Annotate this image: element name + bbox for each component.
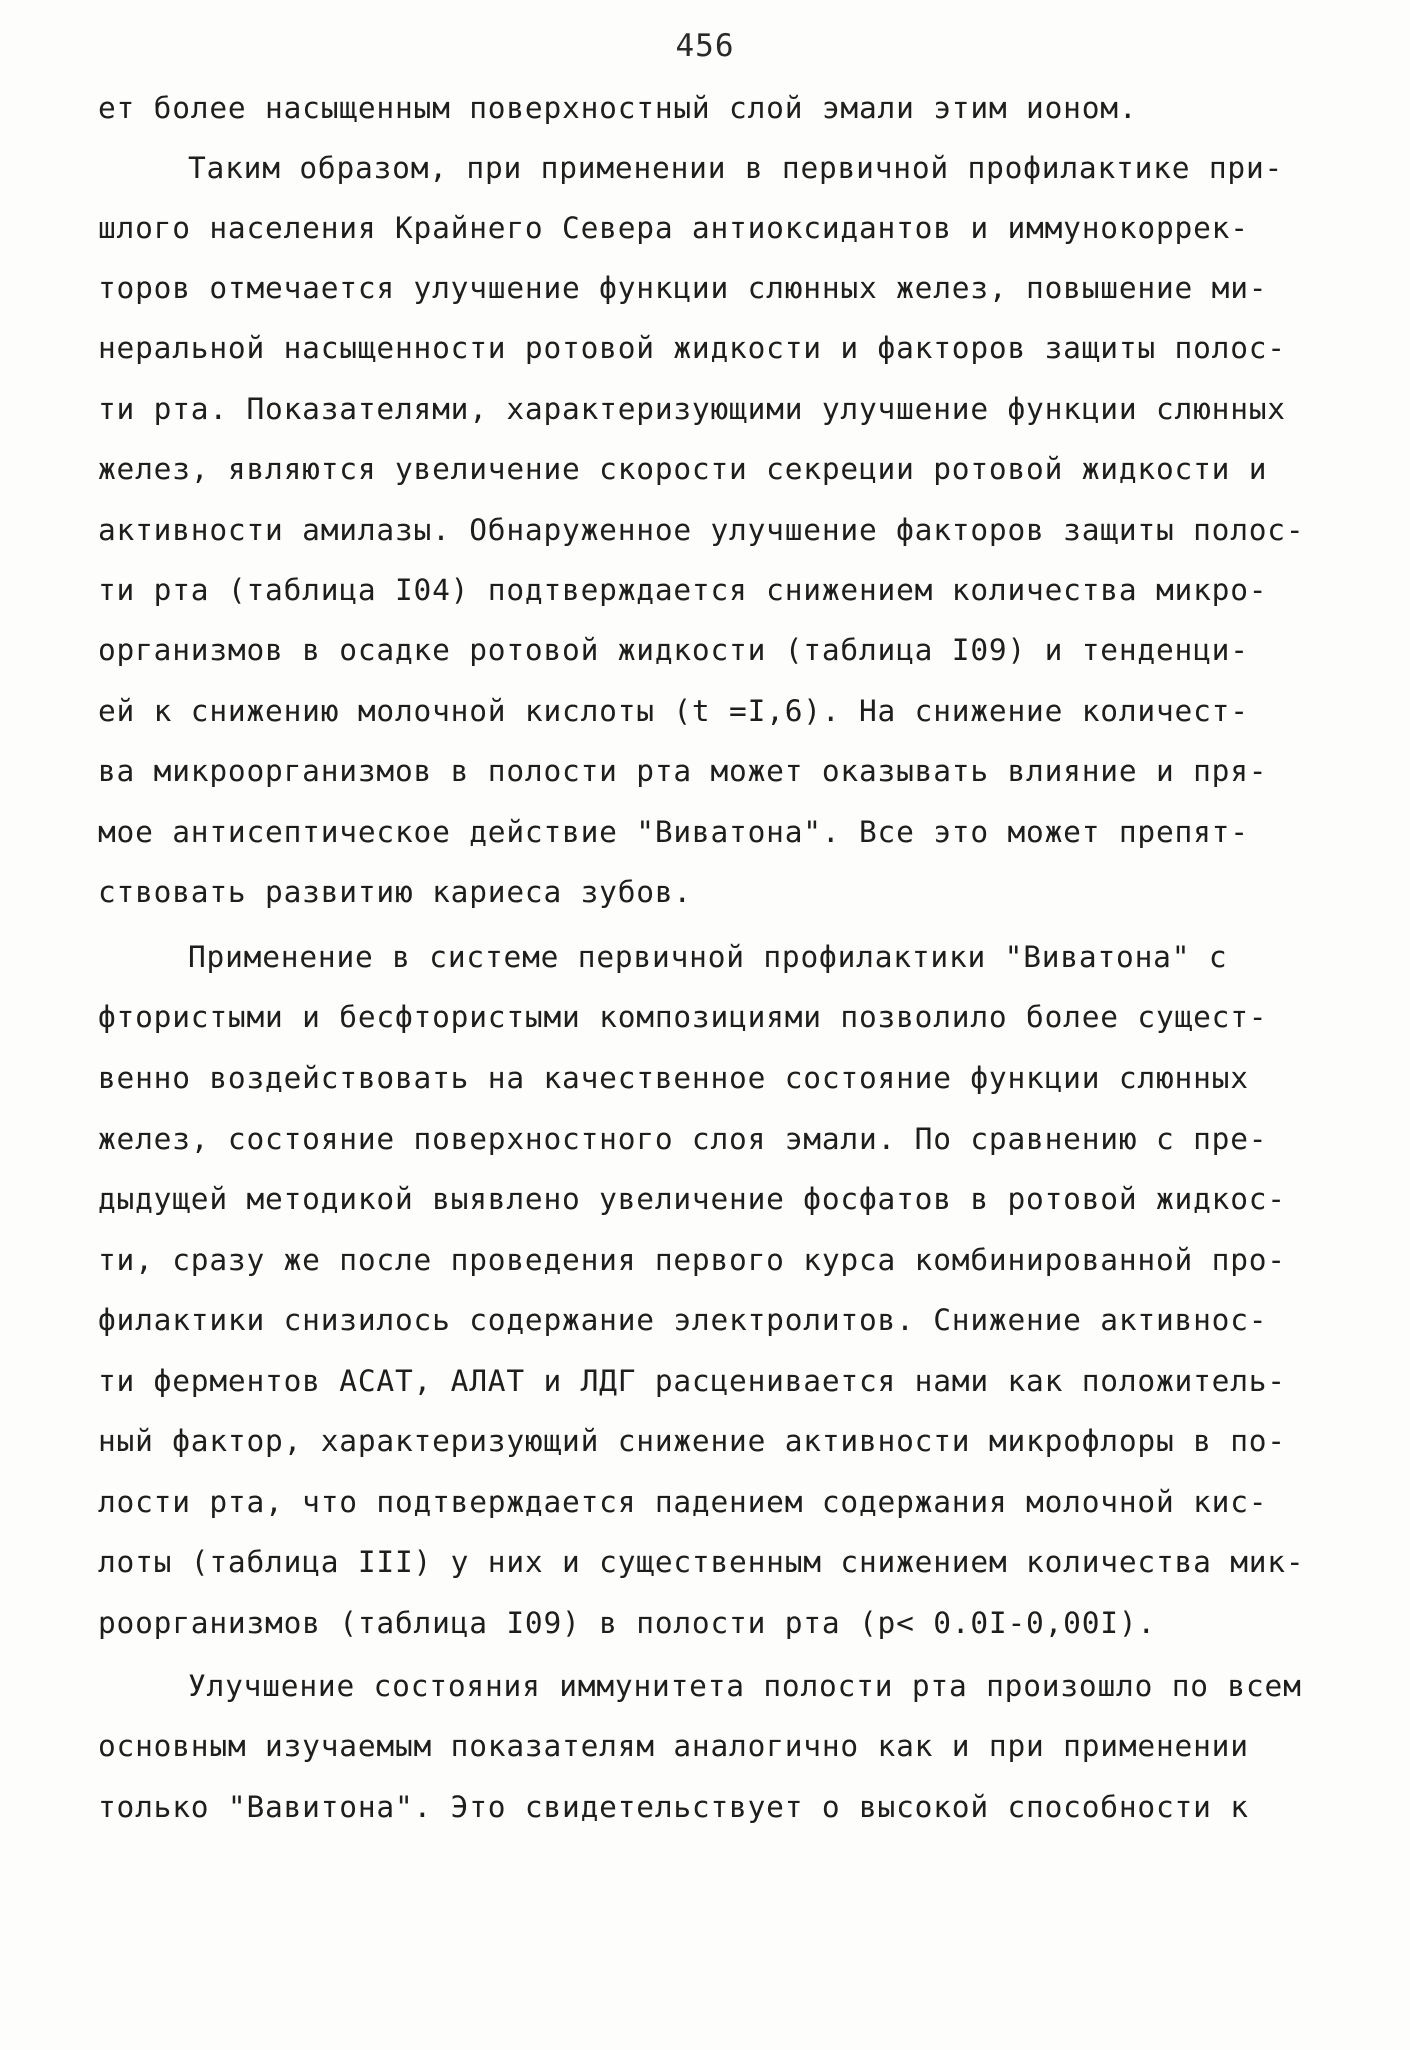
text-line: только "Вавитона". Это свидетельствует о высокой способности к — [98, 1790, 1249, 1824]
text-line: шлого населения Крайнего Севера антиоксидантов и иммунокоррек- — [98, 211, 1249, 245]
text-line: роорганизмов (таблица I09) в полости рта (р< 0.0I-0,00I). — [98, 1606, 1156, 1640]
text-line: основным изучаемым показателям аналогично как и при применении — [98, 1729, 1249, 1763]
text-line: лоты (таблица III) у них и существенным снижением количества мик- — [98, 1545, 1305, 1579]
text-line: неральной насыщенности ротовой жидкости и факторов защиты полос- — [98, 331, 1286, 365]
text-line: ный фактор, характеризующий снижение активности микрофлоры в по- — [98, 1424, 1286, 1458]
text-line: ет более насыщенным поверхностный слой эмали этим ионом. — [98, 91, 1138, 125]
text-line: мое антисептическое действие "Виватона". Все это может препят- — [98, 815, 1249, 849]
text-line: дыдущей методикой выявлено увеличение фосфатов в ротовой жидкос- — [98, 1182, 1286, 1216]
page-number: 456 — [675, 28, 735, 64]
text-line: желез, являются увеличение скорости секреции ротовой жидкости и — [98, 452, 1268, 486]
text-line: активности амилазы. Обнаруженное улучшение факторов защиты полос- — [98, 513, 1305, 547]
text-line: ва микроорганизмов в полости рта может оказывать влияние и пря- — [98, 754, 1268, 788]
text-line: филактики снизилось содержание электролитов. Снижение активнос- — [98, 1303, 1268, 1337]
text-line: фтористыми и бесфтористыми композициями позволило более сущест- — [98, 1000, 1268, 1034]
paragraph-start-line: Применение в системе первичной профилактики "Виватона" с — [188, 940, 1228, 974]
text-line: торов отмечается улучшение функции слюнных желез, повышение ми- — [98, 271, 1268, 305]
text-line: желез, состояние поверхностного слоя эмали. По сравнению с пре- — [98, 1122, 1268, 1156]
text-line: лости рта, что подтверждается падением содержания молочной кис- — [98, 1485, 1268, 1519]
text-line: венно воздействовать на качественное состояние функции слюнных — [98, 1061, 1249, 1095]
text-line: ти, сразу же после проведения первого курса комбинированной про- — [98, 1243, 1286, 1277]
paragraph-start-line: Улучшение состояния иммунитета полости рта произошло по всем — [188, 1669, 1302, 1703]
text-line: ей к снижению молочной кислоты (t =I,6). На снижение количест- — [98, 694, 1249, 728]
text-line: ти рта. Показателями, характеризующими улучшение функции слюнных — [98, 392, 1286, 426]
paragraph-start-line: Таким образом, при применении в первичной профилактике при- — [188, 151, 1284, 185]
text-line: ствовать развитию кариеса зубов. — [98, 875, 692, 909]
text-line: ти ферментов АСАТ, АЛАТ и ЛДГ расценивается нами как положитель- — [98, 1364, 1286, 1398]
text-line: ти рта (таблица I04) подтверждается снижением количества микро- — [98, 573, 1268, 607]
text-line: организмов в осадке ротовой жидкости (таблица I09) и тенденци- — [98, 633, 1249, 667]
